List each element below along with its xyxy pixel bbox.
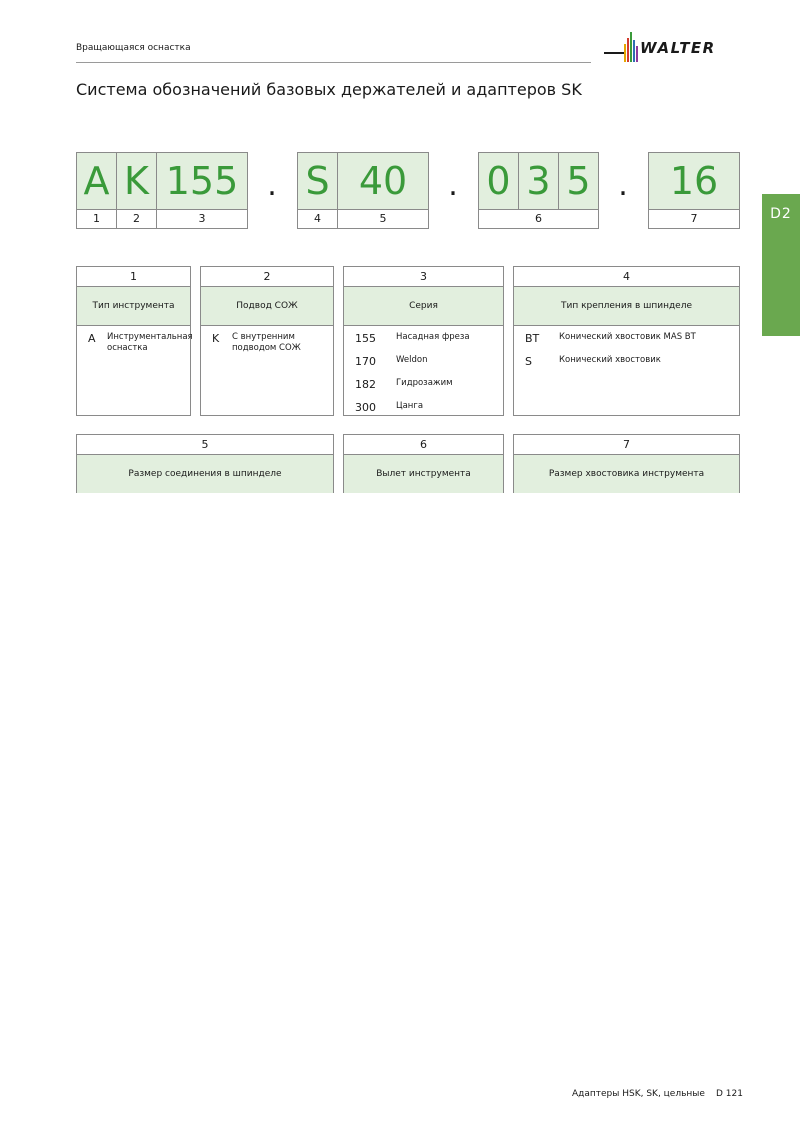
code-position-number: 3: [156, 210, 248, 229]
legend-box-tool-overhang: [343, 434, 504, 493]
code-segment: K: [116, 152, 157, 210]
page-title: Система обозначений базовых держателей и адаптеров SK: [76, 80, 582, 99]
legend-box-shank-size: [513, 434, 740, 493]
page-number: D 121: [716, 1089, 743, 1099]
legend-box-number: 1: [77, 267, 190, 287]
legend-box-heading: Размер хвостовика инструмента: [514, 455, 739, 493]
legend-row: [514, 349, 739, 372]
chapter-tab[interactable]: [762, 194, 800, 336]
legend-box-number: 7: [514, 435, 739, 455]
legend-box-heading: Размер соединения в шпинделе: [77, 455, 333, 493]
code-position-number: 5: [337, 210, 429, 229]
code-position-number: 4: [297, 210, 338, 229]
legend-row: [344, 326, 503, 349]
legend-box-series: [343, 266, 504, 416]
legend-row-description: С внутренним подводом СОЖ: [232, 332, 301, 353]
code-segment: 5: [558, 152, 599, 210]
code-position-number: 2: [116, 210, 157, 229]
legend-box-spindle-type: [513, 266, 740, 416]
code-position-number: 1: [76, 210, 117, 229]
code-segment: 40: [337, 152, 429, 210]
legend-row-code: S: [525, 355, 532, 368]
legend-row-code: A: [88, 332, 96, 345]
legend-box-number: 4: [514, 267, 739, 287]
logo-wordmark: WALTER: [640, 39, 716, 57]
legend-row-description: Гидрозажим: [396, 378, 453, 388]
legend-box-number: 2: [201, 267, 333, 287]
legend-box-heading: Тип инструмента: [77, 287, 190, 326]
legend-box-number: 6: [344, 435, 503, 455]
code-separator: .: [618, 168, 628, 203]
legend-row-description: Насадная фреза: [396, 332, 470, 342]
legend-box-heading: Серия: [344, 287, 503, 326]
legend-row: [344, 349, 503, 372]
legend-row-description: Конический хвостовик: [559, 355, 661, 365]
legend-row: [344, 395, 503, 418]
footer-chapter: Адаптеры HSK, SK, цельные: [572, 1089, 705, 1099]
code-separator: .: [267, 168, 277, 203]
code-segment: 16: [648, 152, 740, 210]
code-segment: 0: [478, 152, 519, 210]
code-separator: .: [448, 168, 458, 203]
legend-box-number: 3: [344, 267, 503, 287]
legend-box-tool-type: [76, 266, 191, 416]
legend-row-description: Weldon: [396, 355, 428, 365]
section-title: Вращающаяся оснастка: [76, 43, 191, 53]
legend-row-description: Конический хвостовик MAS BT: [559, 332, 696, 342]
code-segment: A: [76, 152, 117, 210]
legend-box-heading: Вылет инструмента: [344, 455, 503, 493]
code-segment: 155: [156, 152, 248, 210]
legend-row: [514, 326, 739, 349]
legend-row-code: 182: [355, 378, 376, 391]
legend-row-code: 155: [355, 332, 376, 345]
legend-row-code: K: [212, 332, 220, 345]
walter-logo: [604, 30, 744, 64]
legend-row: [77, 326, 193, 353]
code-segment: 3: [518, 152, 559, 210]
legend-box-number: 5: [77, 435, 333, 455]
code-position-number: 6: [478, 210, 599, 229]
legend-row: [344, 372, 503, 395]
legend-row-description: Инструментальная оснастка: [107, 332, 193, 353]
legend-box-heading: Подвод СОЖ: [201, 287, 333, 326]
legend-row-code: 170: [355, 355, 376, 368]
legend-row-code: 300: [355, 401, 376, 414]
code-position-number: 7: [648, 210, 740, 229]
legend-row-description: Цанга: [396, 401, 424, 411]
legend-row-code: BT: [525, 332, 540, 345]
legend-row: [201, 326, 333, 353]
legend-box-heading: Тип крепления в шпинделе: [514, 287, 739, 326]
chapter-tab-label: D2: [770, 206, 792, 222]
code-segment: S: [297, 152, 338, 210]
legend-box-coolant: [200, 266, 334, 416]
header-rule: [76, 62, 591, 63]
legend-box-spindle-size: [76, 434, 334, 493]
logo-bars-icon: [604, 30, 644, 64]
